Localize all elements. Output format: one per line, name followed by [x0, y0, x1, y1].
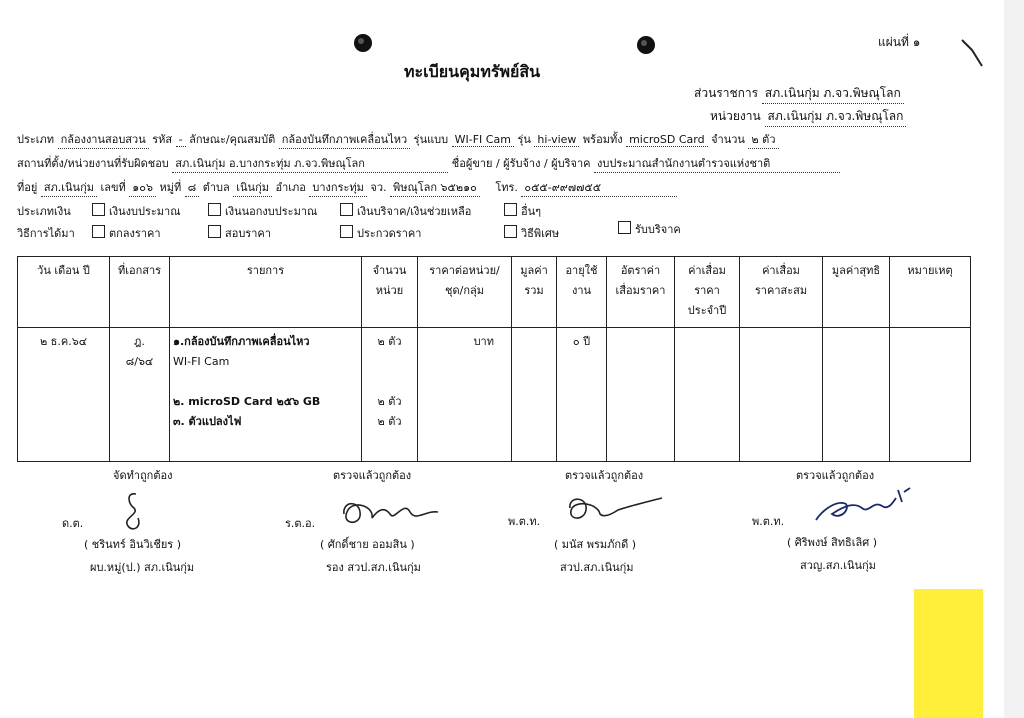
header-label: ที่เอกสาร [117, 264, 162, 277]
feature-label: ลักษณะ/คุณสมบัติ [189, 133, 276, 146]
header-label: ค่าเสื่อม ราคา ประจำปี [687, 264, 727, 317]
sheet-number: แผ่นที่ ๑ [878, 35, 921, 49]
header-label: วัน เดือน ปี [37, 264, 90, 277]
type-value: กล้องงานสอบสวน [58, 130, 149, 149]
tambon-label: ตำบล [202, 181, 230, 194]
checkbox[interactable] [340, 225, 353, 238]
col-doc [110, 257, 170, 328]
page-title: ทะเบียนคุมทรัพย์สิน [404, 62, 541, 81]
cell-items [170, 328, 362, 462]
col-remark [890, 257, 971, 328]
checkbox[interactable] [92, 203, 105, 216]
checkbox[interactable] [618, 221, 631, 234]
signature-4 [810, 486, 920, 530]
sig2-rank: ร.ต.อ. [285, 517, 316, 530]
qty-1: ๒ ตัว [377, 335, 402, 348]
method-label: วิธีการได้มา [17, 227, 75, 240]
seller-label: ชื่อผู้ขาย / ผู้รับจ้าง / ผู้บริจาค [451, 157, 591, 170]
col-dep-acc [740, 257, 823, 328]
option-label: อื่นๆ [521, 205, 542, 218]
province-value: พิษณุโลก ๖๕๒๑๐ [390, 178, 480, 197]
location-value: สภ.เนินกุ่ม อ.บางกระทุ่ม ภ.จว.พิษณุโลก [172, 154, 448, 173]
method-option-inquiry[interactable] [208, 224, 271, 242]
address-line [17, 178, 677, 197]
tambon-value: เนินกุ่ม [233, 178, 272, 197]
amphoe-value: บางกระทุ่ม [309, 178, 367, 197]
col-life [557, 257, 607, 328]
option-label: เงินนอกงบประมาณ [225, 205, 318, 218]
header-label: อัตราค่า เสื่อมราคา [615, 264, 666, 297]
method-option-special[interactable] [504, 224, 559, 242]
sticky-note [914, 589, 983, 718]
qty-2: ๒ ตัว [377, 395, 402, 408]
qty-3: ๒ ตัว [377, 415, 402, 428]
signature-2 [334, 492, 444, 534]
moo-value: ๘ [185, 178, 200, 197]
sig2-heading: ตรวจแล้วถูกต้อง [333, 469, 412, 482]
with-value: microSD Card [626, 133, 708, 147]
cell-date [18, 328, 110, 462]
col-net [823, 257, 890, 328]
col-total [512, 257, 557, 328]
option-label: ประกวดราคา [357, 227, 422, 240]
table-header-row [18, 257, 971, 328]
option-label: ตกลงราคา [109, 227, 161, 240]
unit-value: สภ.เนินกุ่ม ภ.จว.พิษณุโลก [765, 107, 907, 127]
model-value: WI-FI Cam [452, 133, 514, 147]
sig1-heading: จัดทำถูกต้อง [113, 469, 173, 482]
code-value: - [176, 133, 186, 147]
sig3-heading: ตรวจแล้วถูกต้อง [565, 469, 644, 482]
money-option-donation[interactable] [340, 202, 471, 220]
cell-net [823, 328, 890, 462]
header-label: จำนวน หน่วย [372, 264, 407, 297]
sub-model-label: รุ่น [517, 133, 531, 146]
punch-hole-left [354, 34, 372, 52]
cell-remark [890, 328, 971, 462]
option-label: เงินบริจาค/เงินช่วยเหลือ [357, 205, 472, 218]
address-label: ที่อยู่ [17, 181, 38, 194]
cell-total [512, 328, 557, 462]
header-label: ค่าเสื่อม ราคาสะสม [754, 264, 808, 297]
checkbox[interactable] [504, 225, 517, 238]
header-label: รายการ [246, 264, 285, 277]
place-value: สภ.เนินกุ่ม [41, 178, 97, 197]
qty-label: จำนวน [711, 133, 745, 146]
province-label: จว. [370, 181, 387, 194]
seller-value: งบประมาณสำนักงานตำรวจแห่งชาติ [594, 154, 840, 173]
code-label: รหัส [152, 133, 173, 146]
type-label: ประเภท [17, 133, 55, 146]
sig4-rank: พ.ต.ท. [752, 515, 785, 528]
sig3-position: สวป.สภ.เนินกุ่ม [560, 561, 634, 574]
money-option-other[interactable] [504, 202, 541, 220]
page-edge [1004, 0, 1024, 718]
punch-hole-right [637, 36, 655, 54]
signature-1 [108, 488, 158, 534]
sig3-rank: พ.ต.ท. [508, 515, 541, 528]
method-option-agree[interactable] [92, 224, 161, 242]
unit-label: หน่วยงาน [710, 109, 761, 123]
doc-number: ๘/๖๔ [125, 355, 154, 368]
table-row [18, 328, 971, 462]
money-option-nonbudget[interactable] [208, 202, 317, 220]
col-items [170, 257, 362, 328]
agency-label: ส่วนราชการ [694, 86, 759, 100]
cell-dep-acc [740, 328, 823, 462]
item-1-sub: WI-FI Cam [173, 355, 230, 368]
date-value: ๒ ธ.ค.๖๔ [39, 335, 88, 348]
location-line [17, 154, 840, 173]
agency-line [694, 84, 904, 104]
header-label: หมายเหตุ [907, 264, 953, 277]
item-3: ๓. ตัวแปลงไฟ [173, 415, 242, 428]
tel-label: โทร. [495, 181, 518, 194]
location-label: สถานที่ตั้ง/หน่วยงานที่รับผิดชอบ [17, 157, 169, 170]
col-date [18, 257, 110, 328]
col-dep-rate [607, 257, 675, 328]
with-label: พร้อมทั้ง [582, 133, 623, 146]
method-option-donated[interactable] [618, 220, 681, 238]
sig2-name: ( ศักดิ์ชาย ออมสิน ) [320, 538, 415, 551]
sig4-name: ( ศิริพงษ์ สิทธิเลิศ ) [787, 536, 877, 549]
unit-line [710, 107, 906, 127]
agency-value: สภ.เนินกุ่ม ภ.จว.พิษณุโลก [762, 84, 904, 104]
pen-mark-icon [958, 36, 988, 70]
option-label: สอบราคา [225, 227, 271, 240]
sig4-position: สวญ.สภ.เนินกุ่ม [800, 559, 876, 572]
cell-doc [110, 328, 170, 462]
option-label: เงินงบประมาณ [109, 205, 181, 218]
house-no-value: ๑๐๖ [129, 178, 156, 197]
life-value: ๐ ปี [572, 335, 591, 348]
checkbox[interactable] [208, 203, 221, 216]
sig1-rank: ด.ต. [62, 517, 84, 530]
checkbox[interactable] [340, 203, 353, 216]
checkbox[interactable] [208, 225, 221, 238]
qty-value: ๒ ตัว [748, 130, 778, 149]
cell-qty [362, 328, 418, 462]
moo-label: หมู่ที่ [159, 181, 182, 194]
amphoe-label: อำเภอ [275, 181, 306, 194]
header-label: ราคาต่อหน่วย/ ชุด/กลุ่ม [429, 264, 500, 297]
option-label: รับบริจาค [635, 223, 681, 236]
doc-prefix: ฎ. [134, 335, 145, 348]
header-label: อายุใช้ งาน [565, 264, 598, 297]
header-label: มูลค่า รวม [520, 264, 548, 297]
col-unit-price [418, 257, 512, 328]
checkbox[interactable] [504, 203, 517, 216]
item-1: ๑.กล้องบันทึกภาพเคลื่อนไหว [173, 335, 310, 348]
cell-dep-rate [607, 328, 675, 462]
model-label: รุ่นแบบ [413, 133, 449, 146]
col-qty [362, 257, 418, 328]
unit-price-value: บาท [473, 335, 494, 348]
tel-value: ๐๕๕-๙๙๗๗๕๕ [521, 178, 677, 197]
method-option-bidding[interactable] [340, 224, 421, 242]
sig1-name: ( ชรินทร์ อินวิเชียร ) [84, 538, 182, 551]
asset-register-table [17, 256, 971, 462]
option-label: วิธีพิเศษ [521, 227, 560, 240]
feature-value: กล้องบันทึกภาพเคลื่อนไหว [279, 130, 410, 149]
asset-info-line [17, 130, 779, 149]
money-type-label: ประเภทเงิน [17, 205, 71, 218]
cell-unit-price [418, 328, 512, 462]
sub-model-value: hi-view [534, 133, 579, 147]
sig4-heading: ตรวจแล้วถูกต้อง [796, 469, 875, 482]
house-no-label: เลขที่ [100, 181, 126, 194]
sig2-position: รอง สวป.สภ.เนินกุ่ม [326, 561, 421, 574]
cell-life [557, 328, 607, 462]
money-option-budget[interactable] [92, 202, 180, 220]
signature-3 [558, 490, 668, 530]
col-dep-year [675, 257, 740, 328]
cell-dep-year [675, 328, 740, 462]
checkbox[interactable] [92, 225, 105, 238]
header-label: มูลค่าสุทธิ [831, 264, 881, 277]
item-2: ๒. microSD Card ๒๕๖ GB [173, 395, 321, 408]
sig1-position: ผบ.หมู่(ป.) สภ.เนินกุ่ม [90, 561, 195, 574]
sig3-name: ( มนัส พรมภักดี ) [554, 538, 637, 551]
